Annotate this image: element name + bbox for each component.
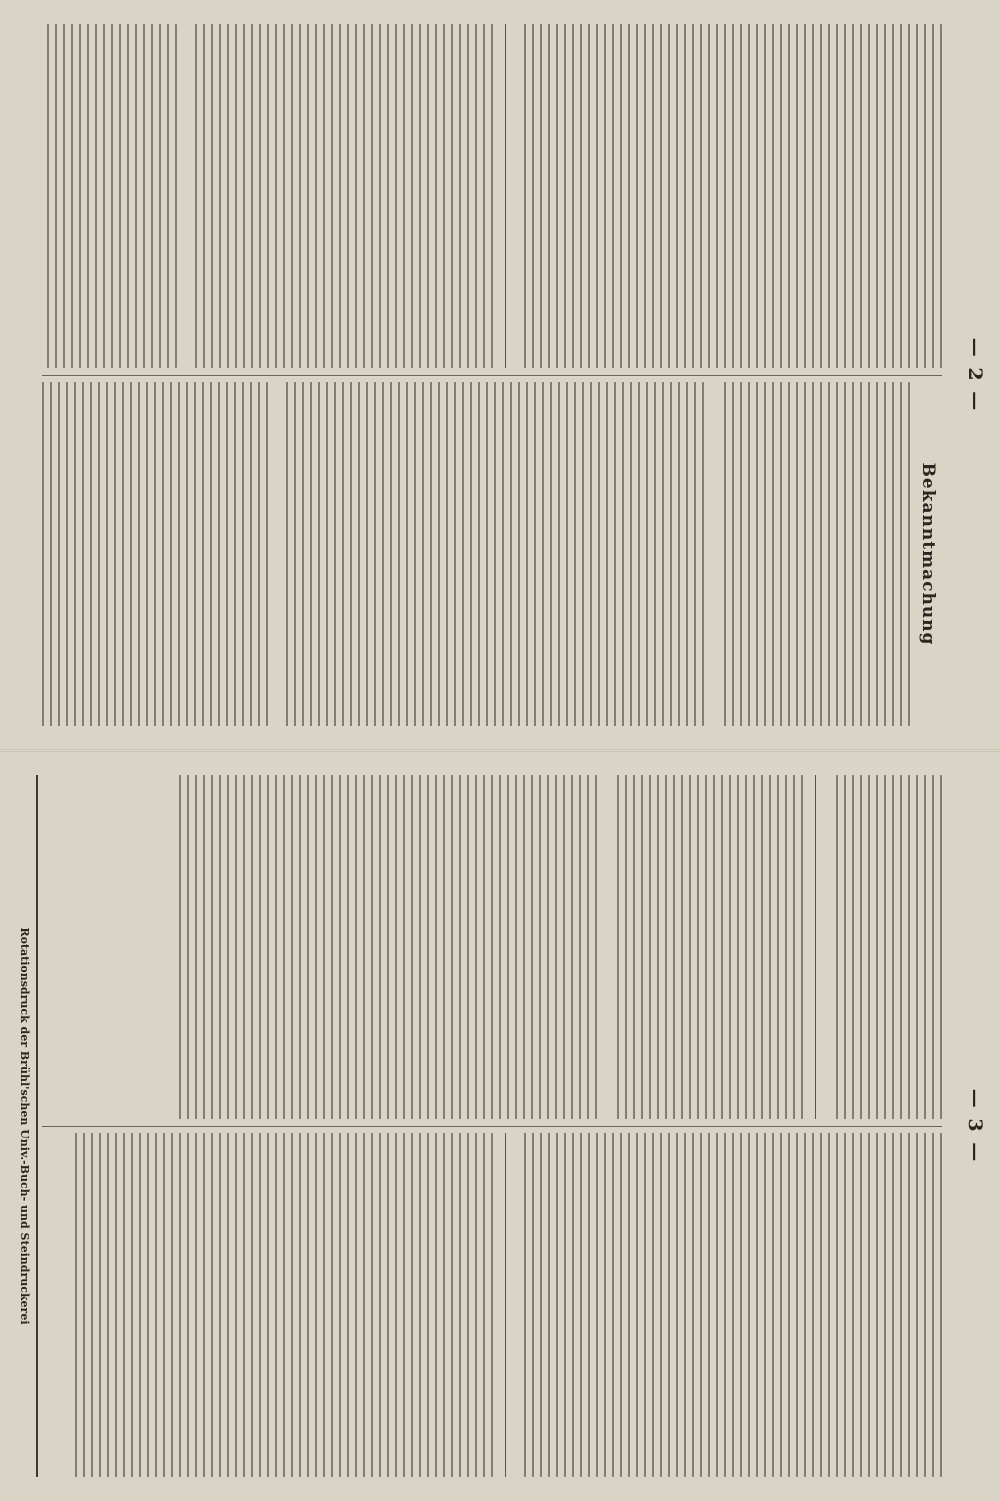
article-text (522, 24, 942, 368)
divider (815, 775, 816, 1119)
article-text (832, 775, 942, 1119)
list-of-trades (284, 382, 704, 726)
article-text (720, 382, 910, 726)
page-3 (0, 751, 1000, 1501)
list-of-trades (42, 382, 268, 726)
article-text (522, 1133, 942, 1477)
text-column (42, 775, 942, 1119)
printer-imprint: Rotationsdruck der Brühl'schen Univ.-Buch- und Steindruckerei (18, 775, 38, 1477)
article-text (73, 1133, 493, 1477)
divider (505, 24, 506, 368)
divider (505, 1133, 506, 1477)
column-rule (42, 1126, 942, 1127)
page-number: — 2 — (964, 337, 986, 413)
article-text (42, 24, 177, 368)
article-text (613, 775, 803, 1119)
article-heading: Bekanntmachung (918, 462, 938, 646)
column-rule (42, 375, 942, 376)
page-number: — 3 — (964, 1088, 986, 1164)
page-2 (0, 0, 1000, 750)
text-column (42, 382, 942, 726)
text-column (42, 24, 942, 368)
article-text (177, 775, 597, 1119)
text-column (42, 1133, 942, 1477)
article-text (193, 24, 493, 368)
